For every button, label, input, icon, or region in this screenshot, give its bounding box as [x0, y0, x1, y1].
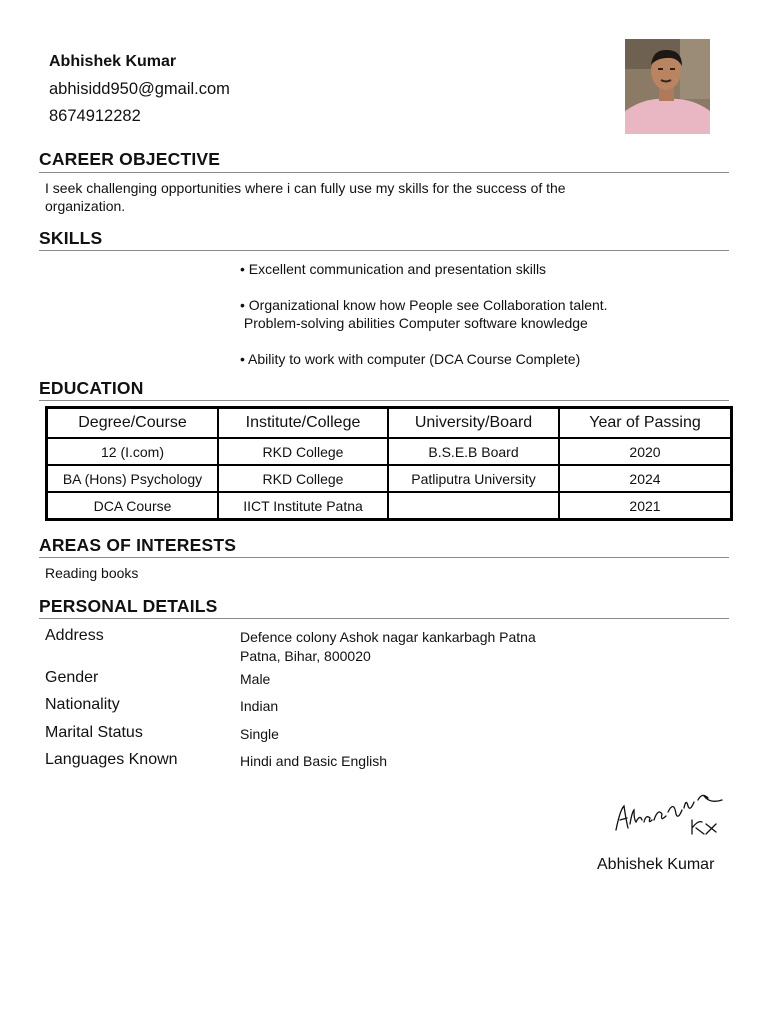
- skill-item: • Excellent communication and presentation skills: [240, 261, 547, 277]
- skill-item: Problem-solving abilities Computer software knowledge: [240, 315, 588, 331]
- languages-label: Languages Known: [45, 751, 178, 768]
- table-cell: RKD College: [218, 438, 388, 465]
- table-cell: DCA Course: [47, 492, 218, 519]
- address-label: Address: [45, 627, 104, 644]
- nationality-label: Nationality: [45, 696, 120, 713]
- email-address: abhisidd950@gmail.com: [49, 80, 230, 98]
- column-header: University/Board: [388, 408, 559, 438]
- table-row: [47, 465, 731, 492]
- table-row: [47, 438, 731, 465]
- table-cell: 2020: [559, 438, 731, 465]
- column-header: Degree/Course: [47, 408, 218, 438]
- signature-icon: [612, 790, 730, 838]
- table-cell: [388, 492, 559, 519]
- interests-text: Reading books: [45, 565, 139, 581]
- signature-name: Abhishek Kumar: [597, 856, 715, 873]
- gender-label: Gender: [45, 669, 99, 686]
- skill-item: • Ability to work with computer (DCA Course Complete): [240, 351, 581, 367]
- candidate-name: Abhishek Kumar: [49, 53, 177, 70]
- address-value: Patna, Bihar, 800020: [240, 648, 371, 664]
- column-header: Institute/College: [218, 408, 388, 438]
- interests-heading: AREAS OF INTERESTS: [39, 535, 237, 555]
- profile-photo: [625, 39, 710, 134]
- marital-status-value: Single: [240, 726, 279, 742]
- profile-photo-icon: [625, 39, 710, 134]
- table-header-row: [47, 408, 731, 438]
- table-cell: BA (Hons) Psychology: [47, 465, 218, 492]
- table-cell: 2021: [559, 492, 731, 519]
- nationality-value: Indian: [240, 698, 279, 714]
- languages-value: Hindi and Basic English: [240, 753, 388, 769]
- personal-details-heading: PERSONAL DETAILS: [39, 596, 218, 616]
- career-objective-heading: CAREER OBJECTIVE: [39, 149, 221, 169]
- career-objective-line: organization.: [45, 198, 126, 214]
- skill-item: • Organizational know how People see Collaboration talent.: [240, 297, 608, 313]
- career-objective-line: I seek challenging opportunities where i can fully use my skills for the success of the: [45, 180, 566, 196]
- marital-status-label: Marital Status: [45, 724, 143, 741]
- table-cell: RKD College: [218, 465, 388, 492]
- education-table: [45, 406, 733, 521]
- address-value: Defence colony Ashok nagar kankarbagh Patna: [240, 629, 536, 645]
- skills-heading: SKILLS: [39, 228, 103, 248]
- phone-number: 8674912282: [49, 107, 141, 125]
- table-cell: Patliputra University: [388, 465, 559, 492]
- table-row: [47, 492, 731, 519]
- education-heading: EDUCATION: [39, 378, 144, 398]
- table-cell: B.S.E.B Board: [388, 438, 559, 465]
- section-divider: [39, 172, 729, 173]
- section-divider: [39, 618, 729, 619]
- table-cell: 2024: [559, 465, 731, 492]
- table-cell: IICT Institute Patna: [218, 492, 388, 519]
- gender-value: Male: [240, 671, 271, 687]
- section-divider: [39, 557, 729, 558]
- column-header: Year of Passing: [559, 408, 731, 438]
- section-divider: [39, 400, 729, 401]
- section-divider: [39, 250, 729, 251]
- table-cell: 12 (I.com): [47, 438, 218, 465]
